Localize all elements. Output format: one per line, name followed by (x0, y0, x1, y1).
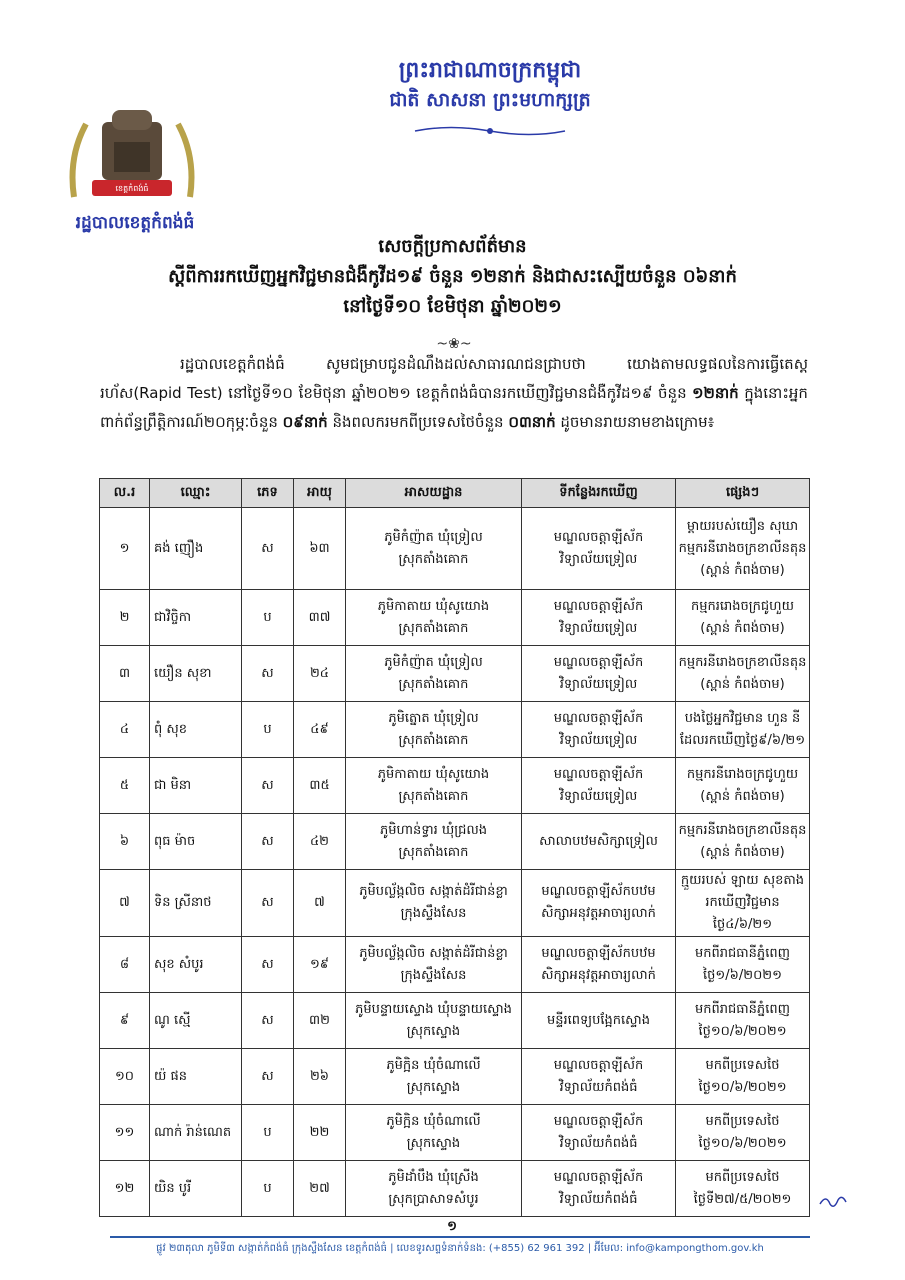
cell-name (150, 870, 242, 937)
cell-sex (242, 814, 294, 870)
cell-address-line: ស្រុកស្ទោង (406, 1135, 461, 1151)
table-row (100, 590, 810, 646)
cell-note-line: ដែលរកឃើញថ្ងៃ៩/៦/២១ (679, 732, 806, 748)
cell-address (346, 508, 522, 590)
cell-address-line: ភូមិកាតាយ ឃុំសូយោង (377, 598, 490, 614)
cell-sex (242, 870, 294, 937)
cell-address-line: ភូមិបន្ទាយស្ទោង ឃុំបន្ទាយស្ទោង (355, 1001, 512, 1017)
cell-address (346, 937, 522, 993)
cell-no (100, 937, 150, 993)
cell-place (522, 590, 676, 646)
cell-no-line: ៧ (119, 895, 130, 910)
cell-age-line: ២២ (309, 1124, 330, 1140)
ornament-divider-icon (410, 124, 570, 138)
cell-note-line: មកពីប្រទេសថៃ (705, 1113, 780, 1129)
national-motto: ជាតិ សាសនា ព្រះមហាក្សត្រ (389, 89, 591, 111)
cell-name (150, 758, 242, 814)
col-header-other: ផ្សេងៗ (676, 479, 810, 508)
cell-no-line: ៩ (119, 1012, 130, 1028)
cell-place-line: មន្ទីរពេទ្យបង្អែកស្ទោង (547, 1012, 650, 1028)
cell-note (676, 937, 810, 993)
cell-age-line: ៤៩ (310, 721, 329, 737)
announcement-date: នៅថ្ងៃទី១០ ខែមិថុនា ឆ្នាំ២០២១ (343, 296, 562, 317)
table-row (100, 1105, 810, 1161)
cell-address (346, 814, 522, 870)
kingdom-title: ព្រះរាជាណាចក្រកម្ពុជា (398, 58, 582, 83)
col-header-sex: ភេទ (242, 479, 294, 508)
table-header-row (100, 479, 810, 508)
cell-address-line: ស្រុកស្ទោង (406, 1023, 461, 1039)
cell-sex (242, 937, 294, 993)
cell-place-line: មណ្ឌលចត្តាឡីស័ក (553, 529, 644, 545)
cell-address-line: ស្រុកតាំងគោក (398, 732, 469, 748)
cell-no (100, 508, 150, 590)
cell-place (522, 702, 676, 758)
cell-age (294, 870, 346, 937)
cell-sex (242, 590, 294, 646)
cell-sex-line: ប (263, 721, 272, 737)
table-row (100, 993, 810, 1049)
cell-sex-line: ស (261, 895, 274, 910)
cell-name-line: យឿន សុខា (154, 665, 212, 681)
cell-age-line: ១៩ (309, 956, 330, 972)
cell-age (294, 1049, 346, 1105)
cell-note-line: កម្មករនីរោងចក្រខាលីនតុន (678, 822, 807, 838)
cell-name-line: យិន បូរី (154, 1180, 192, 1196)
cell-name (150, 702, 242, 758)
cell-age (294, 590, 346, 646)
cell-note-line: បងថ្លៃអ្នកវិជ្ជមាន ហួន នី (684, 710, 801, 726)
cell-note-line: កម្មករនីរោងចក្រខាលីនតុន (678, 654, 807, 670)
cell-no-line: ៣ (118, 665, 131, 681)
cell-note-line: កម្មករនីរោងចក្រខាលីនតុន (678, 540, 807, 556)
cell-place-line: វិទ្យាល័យកំពង់ធំ (559, 1191, 638, 1207)
cell-age-line: ៦៣ (309, 540, 330, 556)
cell-place (522, 646, 676, 702)
cell-no (100, 590, 150, 646)
cell-place-line: មណ្ឌលចត្តាឡីស័ក (553, 1057, 644, 1073)
cell-address-line: ភូមិកំញ៉ាត ឃុំទ្រៀល (384, 654, 483, 670)
cell-name-line: ទិន ស្រីនាថ (154, 895, 212, 910)
cell-name-line: ពុំ សុខ (154, 721, 188, 737)
cell-sex-line: ប (263, 609, 272, 625)
table-row (100, 937, 810, 993)
cell-sex (242, 702, 294, 758)
cell-note-line: ថ្ងៃ១០/៦/២០២១ (698, 1135, 787, 1151)
cell-name (150, 1105, 242, 1161)
cell-sex (242, 1049, 294, 1105)
intro-paragraph: រដ្ឋបាលខេត្តកំពង់ធំ សូមជម្រាបជូនដំណឹងដល់សាធារណជនជ្រាបថា យោងតាមលទ្ធផលនៃការធ្វើតេស្តរហ័ស(Rapid Test) នៅថ្ងៃទី១០ ខែមិថុនា ឆ្នាំ២០២១ ខេត្តកំពង់ធំបានរកឃើញវិជ្ជមានជំងឺកូវីដ១៩ ចំនួន ១២នាក់ ក្នុងនោះអ្នកពាក់ព័ន្ធព្រឹត្តិការណ៍២០កុម្ភៈចំនួន ០៩នាក់ និងពលករមកពីប្រទេសថៃចំនួន ០៣នាក់ ដូចមានរាយនាមខាងក្រោម៖ (100, 355, 808, 431)
cell-age-line: ៧ (314, 895, 325, 910)
cell-name-line: សុខ សំបូរ (154, 956, 204, 972)
cell-note (676, 590, 810, 646)
cell-name (150, 590, 242, 646)
cell-address-line: ភូមិត្នោត ឃុំទ្រៀល (388, 710, 479, 726)
cell-place-line: វិទ្យាល័យទ្រៀល (559, 551, 638, 567)
cell-note-line: (ស្ពាន់ កំពង់ចាម) (700, 620, 785, 636)
table-row (100, 508, 810, 590)
cell-sex-line: ប (263, 1180, 272, 1196)
cell-address (346, 870, 522, 937)
cell-address (346, 1105, 522, 1161)
cell-note-line: ថ្ងៃ១០/៦/២០២១ (698, 1023, 787, 1039)
cell-place (522, 937, 676, 993)
cell-no-line: ១ (119, 540, 130, 556)
cell-sex (242, 993, 294, 1049)
cell-address (346, 646, 522, 702)
cell-note-line: (ស្ពាន់ កំពង់ចាម) (700, 676, 785, 692)
cell-age (294, 1161, 346, 1217)
cell-place-line: មណ្ឌលចត្តាឡីស័ក (553, 766, 644, 782)
cell-note (676, 1161, 810, 1217)
cell-no-line: ២ (119, 609, 130, 625)
cell-place-line: មណ្ឌលចត្តាឡីស័ក (553, 710, 644, 726)
cell-place-line: មណ្ឌលចត្តាឡីស័កបឋម (541, 884, 656, 899)
cell-place (522, 1049, 676, 1105)
cell-name (150, 646, 242, 702)
cell-note (676, 702, 810, 758)
cell-note (676, 993, 810, 1049)
cell-address-line: ភូមិដាំបឹង ឃុំស្រើង (388, 1169, 479, 1185)
cell-age-line: ៣៧ (308, 609, 331, 625)
cell-age-line: ៤២ (309, 833, 330, 849)
cell-sex (242, 758, 294, 814)
cell-sex-line: ប (263, 1124, 272, 1140)
cell-no (100, 646, 150, 702)
logo-caption: ខេត្តកំពង់ធំ (115, 184, 149, 193)
table-row (100, 1049, 810, 1105)
cell-sex (242, 508, 294, 590)
cell-note-line: រកឃើញវិជ្ជមានថ្ងៃ៤/៦/២១ (705, 895, 780, 932)
cell-name-line: គង់ ញឿង (154, 540, 204, 556)
table-row (100, 814, 810, 870)
col-header-age: អាយុ (294, 479, 346, 508)
cell-no-line: ៨ (119, 956, 130, 972)
cell-address-line: ស្រុកតាំងគោក (398, 620, 469, 636)
cell-no-line: ៦ (119, 833, 130, 849)
signature-mark-icon (818, 1190, 848, 1210)
cell-no-line: ១០ (114, 1068, 135, 1084)
cell-note-line: កម្មកររោងចក្រជូហួយ (691, 598, 794, 614)
footer-contact: ផ្លូវ ២៣តុលា ភូមិទី៣ សង្កាត់កំពង់ធំ ក្រុងស្ទឹងសែន ខេត្តកំពង់ធំ | លេខទូរសព្ទទំនាក់ទំនង: (+855) 62 961 392 | អ៊ីមែល: info@kampongthom.gov.kh (156, 1243, 764, 1254)
cell-name (150, 814, 242, 870)
col-header-name: ឈ្មោះ (150, 479, 242, 508)
cell-place-line: វិទ្យាល័យទ្រៀល (559, 676, 638, 692)
cell-age (294, 508, 346, 590)
cell-sex (242, 1105, 294, 1161)
cell-place-line: សាលាបឋមសិក្សាទ្រៀល (539, 833, 658, 849)
table-row (100, 870, 810, 937)
cell-address-line: ភូមិក្អិន ឃុំចំណាលើ (386, 1113, 481, 1129)
cell-note (676, 646, 810, 702)
cell-place (522, 1161, 676, 1217)
cell-place (522, 1105, 676, 1161)
cell-no (100, 1049, 150, 1105)
cell-no (100, 758, 150, 814)
cell-place-line: វិទ្យាល័យកំពង់ធំ (559, 1079, 638, 1095)
cell-note-line: (ស្ពាន់ កំពង់ចាម) (700, 844, 785, 860)
cell-address-line: ភូមិបល្ល័ង្កលិច សង្កាត់ដំរីជាន់ខ្លា (359, 884, 508, 899)
cell-place-line: មណ្ឌលចត្តាឡីស័ក (553, 1113, 644, 1129)
cell-note-line: មកពីប្រទេសថៃ (705, 1169, 780, 1185)
cell-place-line: វិទ្យាល័យទ្រៀល (559, 732, 638, 748)
cell-place-line: សិក្សាអនុវត្តអាចារ្យលាក់ (541, 967, 656, 983)
cell-sex-line: ស (261, 1012, 274, 1028)
cell-no (100, 702, 150, 758)
title-divider: ~❀~ (436, 336, 472, 352)
cell-note-line: ថ្ងៃ១/៦/២០២១ (703, 967, 782, 983)
cell-name (150, 937, 242, 993)
announcement-subject: ស្តីពីការរកឃើញអ្នកវិជ្ជមានជំងឺកូវីដ១៩ ចំនួន ១២នាក់ និងជាសះស្បើយចំនួន ០៦នាក់ (168, 266, 737, 287)
cell-place-line: មណ្ឌលចត្តាឡីស័ក (553, 598, 644, 614)
cell-age (294, 702, 346, 758)
cell-age-line: ៣៥ (309, 777, 330, 793)
cases-table (99, 478, 810, 1217)
cell-note-line: ម្តាយរបស់យឿន សុឃា (686, 518, 799, 534)
cell-address-line: ភូមិកំញ៉ាត ឃុំទ្រៀល (384, 529, 483, 545)
cell-address (346, 590, 522, 646)
cell-address (346, 1161, 522, 1217)
cell-address-line: ភូមិក្អិន ឃុំចំណាលើ (386, 1057, 481, 1073)
cell-sex-line: ស (261, 833, 274, 849)
cell-address (346, 702, 522, 758)
cell-address-line: ស្រុកតាំងគោក (398, 788, 469, 804)
cell-note (676, 1105, 810, 1161)
cell-note-line: កម្មករនីរោងចក្រជូហួយ (686, 766, 799, 782)
cell-note-line: មកពីប្រទេសថៃ (705, 1057, 780, 1073)
cell-note (676, 814, 810, 870)
cell-name-line: យ៉ ផន (154, 1068, 188, 1084)
cell-address-line: ស្រុកប្រាសាទសំបូរ (388, 1191, 479, 1207)
cell-address-line: ស្រុកស្ទោង (406, 1079, 461, 1095)
cell-no (100, 870, 150, 937)
cell-place (522, 508, 676, 590)
cell-sex-line: ស (261, 540, 274, 556)
cell-sex (242, 646, 294, 702)
cell-place-line: វិទ្យាល័យទ្រៀល (559, 620, 638, 636)
cell-place-line: សិក្សាអនុវត្តអាចារ្យលាក់ (541, 906, 656, 921)
cell-note-line: ថ្ងៃ១០/៦/២០២១ (698, 1079, 787, 1095)
col-header-no: ល.រ (100, 479, 150, 508)
cell-age (294, 1105, 346, 1161)
cell-note-line: ក្មួយរបស់ ឡាយ សុខតាង (680, 873, 805, 888)
cell-age (294, 646, 346, 702)
cell-address-line: ភូមិហាន់ទ្វារ ឃុំជ្រលង (379, 822, 488, 838)
provincial-emblem-icon (62, 102, 202, 212)
cell-place (522, 870, 676, 937)
cell-place (522, 993, 676, 1049)
page-number: ១ (447, 1219, 457, 1234)
cell-sex-line: ស (261, 1068, 274, 1084)
cell-address-line: ស្រុកតាំងគោក (398, 676, 469, 692)
cell-name (150, 1161, 242, 1217)
cell-address (346, 1049, 522, 1105)
cell-place-line: វិទ្យាល័យកំពង់ធំ (559, 1135, 638, 1151)
cell-address-line: ក្រុងស្ទឹងសែន (400, 967, 467, 983)
cell-no-line: ៤ (119, 721, 130, 737)
cell-note (676, 758, 810, 814)
cell-address-line: ភូមិកាតាយ ឃុំសូយោង (377, 766, 490, 782)
cell-age (294, 993, 346, 1049)
cell-no (100, 1105, 150, 1161)
table-row (100, 1161, 810, 1217)
cell-age-line: ២៧ (309, 1180, 330, 1196)
col-header-place: ទីកន្លែងរកឃើញ (522, 479, 676, 508)
cell-place (522, 814, 676, 870)
cell-name-line: ណូ ស្មើ (154, 1012, 191, 1028)
announcement-title: សេចក្តីប្រកាសព័ត៌មាន (378, 236, 527, 257)
cell-age (294, 758, 346, 814)
cell-age-line: ២៤ (309, 665, 330, 681)
table-row (100, 646, 810, 702)
cell-address-line: ស្រុកតាំងគោក (398, 844, 469, 860)
cell-no-line: ១២ (114, 1180, 135, 1196)
cell-note-line: ថ្ងៃទី២៧/៥/២០២១ (693, 1191, 792, 1207)
cell-address (346, 993, 522, 1049)
table-row (100, 702, 810, 758)
footer-divider (110, 1236, 810, 1238)
cell-name (150, 508, 242, 590)
cell-sex-line: ស (261, 956, 274, 972)
cell-note-line: (ស្ពាន់ កំពង់ចាម) (700, 562, 785, 578)
document-titles (100, 232, 805, 322)
cell-name-line: ជាវិច្ចិកា (154, 609, 192, 625)
cell-note (676, 1049, 810, 1105)
cell-place-line: វិទ្យាល័យទ្រៀល (559, 788, 638, 804)
cell-name (150, 1049, 242, 1105)
cell-address-line: ក្រុងស្ទឹងសែន (400, 906, 467, 921)
cell-age (294, 814, 346, 870)
cell-note-line: មកពីរាជធានីភ្នំពេញ (695, 1001, 790, 1017)
cell-no-line: ១១ (114, 1124, 135, 1140)
cell-note (676, 508, 810, 590)
cell-sex-line: ស (261, 665, 274, 681)
cell-name (150, 993, 242, 1049)
cell-place-line: មណ្ឌលចត្តាឡីស័ក (553, 1169, 644, 1185)
cell-sex (242, 1161, 294, 1217)
cell-place-line: មណ្ឌលចត្តាឡីស័ក (553, 654, 644, 670)
cell-no (100, 1161, 150, 1217)
cell-age (294, 937, 346, 993)
cell-no (100, 814, 150, 870)
cell-sex-line: ស (261, 777, 274, 793)
cell-place-line: មណ្ឌលចត្តាឡីស័កបឋម (541, 945, 656, 961)
cell-age-line: ៣២ (309, 1012, 330, 1028)
table-row (100, 758, 810, 814)
cell-name-line: ណាក់ រ៉ាន់ណេត (154, 1124, 232, 1140)
cell-age-line: ២៦ (309, 1068, 330, 1084)
cell-no (100, 993, 150, 1049)
cell-address-line: ភូមិបល្ល័ង្កលិច សង្កាត់ដំរីជាន់ខ្លា (359, 945, 508, 961)
cell-name-line: ពុធ ម៉ាច (154, 833, 196, 849)
cell-place (522, 758, 676, 814)
col-header-address: អាសយដ្ឋាន (346, 479, 522, 508)
cell-note-line: (ស្ពាន់ កំពង់ចាម) (700, 788, 785, 804)
cell-address-line: ស្រុកតាំងគោក (398, 551, 469, 567)
cell-note (676, 870, 810, 937)
cell-no-line: ៥ (119, 777, 130, 793)
admin-name: រដ្ឋបាលខេត្តកំពង់ធំ (75, 213, 195, 233)
cell-note-line: មកពីរាជធានីភ្នំពេញ (695, 945, 790, 961)
cell-address (346, 758, 522, 814)
cell-name-line: ជា មិនា (154, 777, 192, 793)
